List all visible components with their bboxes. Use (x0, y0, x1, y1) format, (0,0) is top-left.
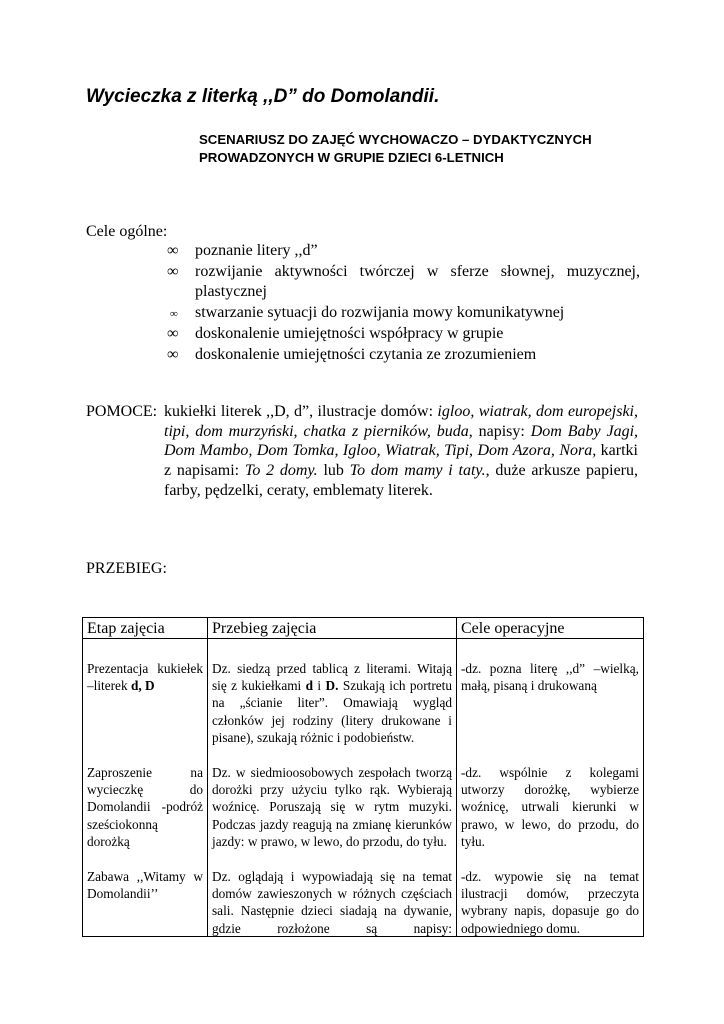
aids-text-part: kukiełki literek ,,D, d”, ilustracje domów: (164, 403, 438, 420)
infinity-bullet-icon: ∞ (170, 308, 178, 321)
subtitle-line-1: SCENARIUSZ DO ZAJĘĆ WYCHOWACZO – DYDAKTYCZNYCH (199, 132, 592, 147)
aids-text-part: , napisy: (468, 422, 531, 440)
goal-item-text: stwarzanie sytuacji do rozwijania mowy komunikatywnej (195, 304, 565, 322)
goals-heading: Cele ogólne: (86, 223, 168, 240)
infinity-bullet-icon: ∞ (167, 242, 179, 259)
stage-text: Zabawa ,,Witamy w Domolandii’’ (87, 869, 203, 902)
cell-goal (457, 868, 644, 937)
aids-text-part: lub (317, 462, 350, 480)
course-bold-text: d (305, 678, 314, 694)
goals-list (165, 241, 640, 365)
goal-item (165, 303, 640, 324)
column-header-stage: Etap zajęcia (83, 618, 208, 639)
goal-item (165, 324, 640, 345)
course-text: Dz. siedzą przed tablicą z literami. Witają się z kukiełkami (212, 661, 452, 694)
goal-text: -dz. wypowie się na temat ilustracji domów, przeczyta wybrany napis, dopasuje go do odpowiedniego domu. (461, 869, 639, 936)
infinity-bullet-icon: ∞ (167, 324, 179, 342)
subtitle-line-2: PROWADZONYCH W GRUPIE DZIECI 6-LETNICH (199, 150, 504, 165)
course-bold-text: D. (325, 678, 339, 694)
aids-italic-part: To 2 domy. (244, 462, 318, 480)
goal-item-text: poznanie litery ,,d” (195, 242, 318, 259)
przebieg-heading: PRZEBIEG: (86, 560, 167, 577)
goal-item (165, 345, 640, 366)
aids-italic-part: To dom mamy i taty. (349, 462, 486, 480)
lesson-plan-table (82, 617, 644, 937)
cell-stage: Zaproszenie na wycieczkę do Domolandii -podróż sześciokonną dorożką (83, 764, 208, 868)
document-subtitle (199, 131, 659, 167)
cell-goal: -dz. pozna literę ,,d” –wielką, małą, pisaną i drukowaną (457, 639, 644, 765)
column-header-course: Przebieg zajęcia (208, 618, 457, 639)
goal-item-text: rozwijanie aktywności twórczej w sferze słownej, muzycznej, plastycznej (195, 262, 640, 301)
goal-item (165, 241, 640, 262)
cell-course (208, 639, 457, 765)
column-header-goals: Cele operacyjne (457, 618, 644, 639)
aids-section (86, 402, 638, 501)
aids-text-part: kartki z napisami: (164, 442, 638, 480)
goal-item (165, 262, 640, 303)
cell-stage (83, 639, 208, 765)
table-header-row (83, 618, 644, 639)
table-row (83, 868, 644, 937)
course-text: i (313, 678, 326, 694)
goal-item-text: doskonalenie umiejętności współpracy w grupie (195, 324, 504, 342)
infinity-bullet-icon: ∞ (167, 262, 179, 280)
cell-goal: -dz. wspólnie z kolegami utworzy dorożkę, wybierze woźnicę, utrwali kierunki w prawo, w lewo, do przodu, do tyłu. (457, 764, 644, 868)
table-row (83, 764, 644, 868)
course-text: Szukają ich portretu na „ścianie liter”. Omawiają wygląd członków jej rodziny (litery drukowane i pisane), szukają różnic i podobieństw. (212, 678, 453, 745)
goal-item-text: doskonalenie umiejętności czytania ze zrozumieniem (195, 345, 537, 363)
cell-course (208, 868, 457, 937)
cell-course: Dz. w siedmioosobowych zespołach tworzą dorożki przy użyciu tylko rąk. Wybierają woźnicę. Poruszają się w rytm muzyki. Podczas jazdy reagują na zmianę kierunków jazdy: w prawo, w lewo, do przodu, do tyłu. (208, 764, 457, 868)
infinity-bullet-icon: ∞ (167, 345, 179, 363)
document-title: Wycieczka z literką ,,D” do Domolandii. (86, 86, 440, 107)
aids-text-part: , duże arkusze papieru, farby, pędzelki, ceraty, emblematy literek. (164, 462, 639, 499)
aids-italic-part: igloo, wiatrak, dom europejski, tipi, dom murzyński, chatka z pierników, buda (164, 403, 639, 440)
stage-bold-text: d, D (130, 678, 155, 694)
table-row (83, 639, 644, 765)
stage-text: Prezentacja kukiełek –literek (87, 661, 203, 694)
aids-label: POMOCE: (86, 403, 158, 420)
aids-italic-part: Dom Baby Jagi, Dom Mambo, Dom Tomka, Igloo, Wiatrak, Tipi, Dom Azora, Nora, (164, 422, 639, 460)
course-text: Dz. oglądają i wypowiadają się na temat domów zawieszonych w różnych częściach sali. Następnie dzieci siadają na dywanie, gdzie rozłożone są napisy: (212, 869, 452, 936)
cell-stage (83, 868, 208, 937)
aids-text (164, 402, 638, 501)
